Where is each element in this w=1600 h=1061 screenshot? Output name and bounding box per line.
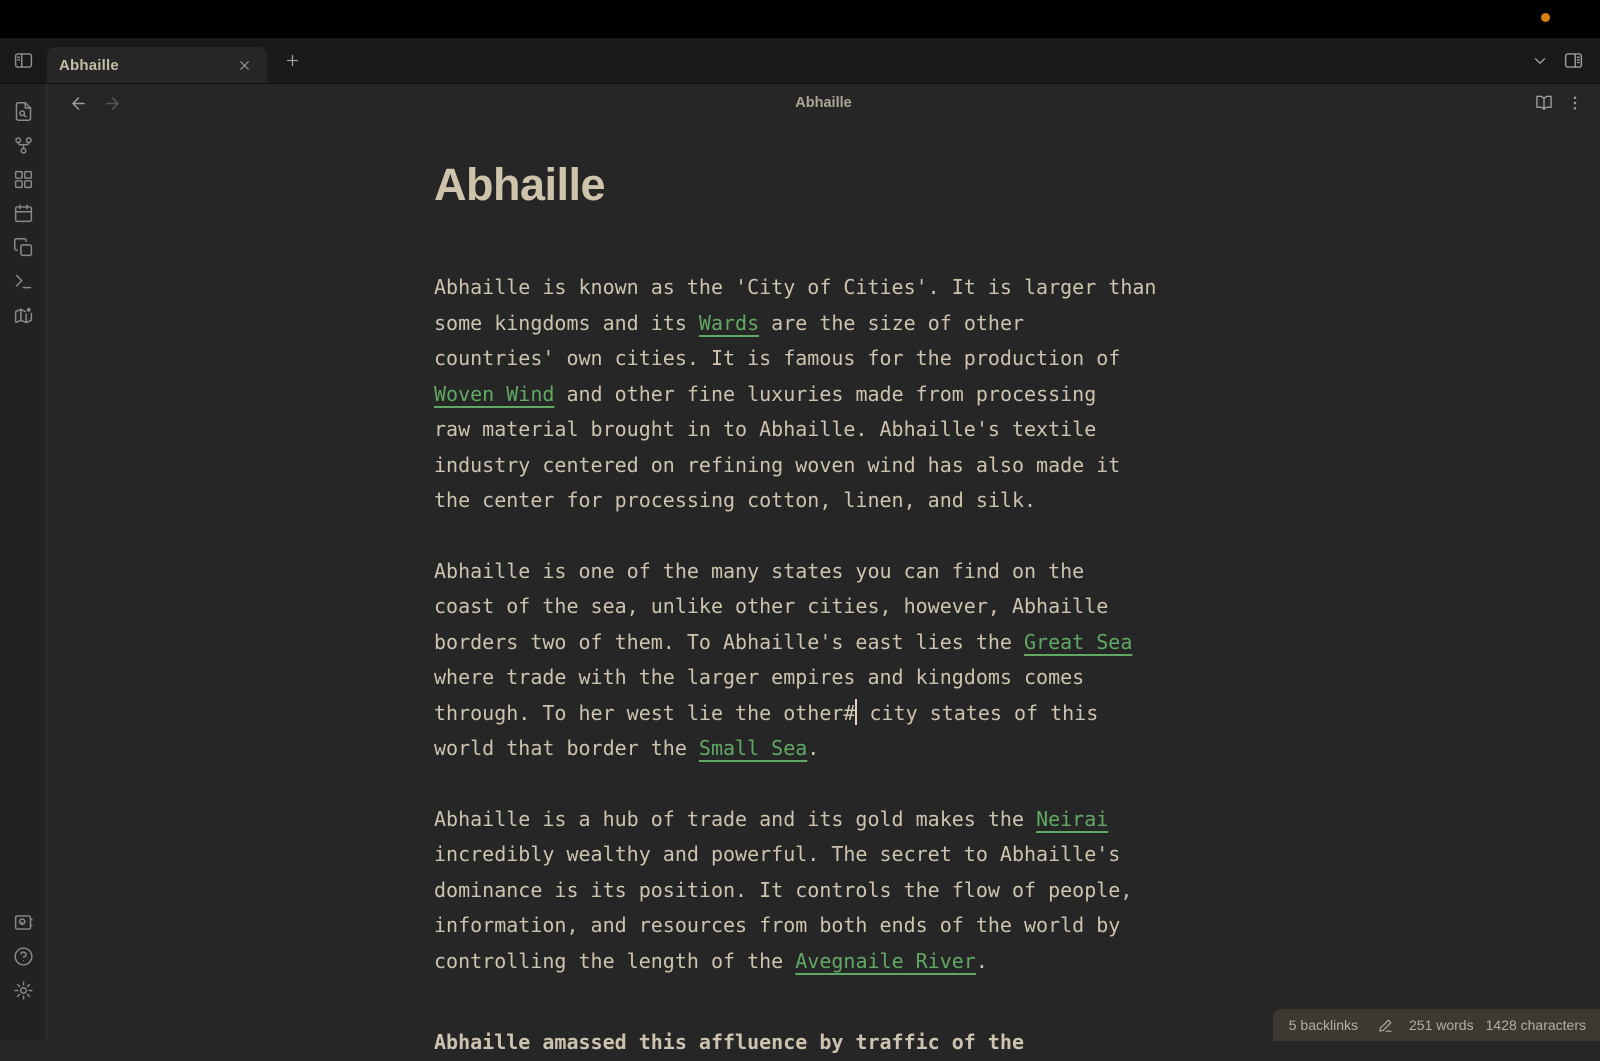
text-segment: through. To her west lie the other# <box>434 700 856 725</box>
text-line[interactable] <box>434 731 1165 767</box>
tab-abhaille[interactable] <box>47 47 267 83</box>
graph-view-icon[interactable] <box>6 128 40 162</box>
text-segment: some kingdoms and its <box>434 310 699 335</box>
reading-view-book-icon[interactable] <box>1534 93 1554 113</box>
help-icon[interactable] <box>6 939 40 973</box>
editor-pane[interactable] <box>47 122 1600 1054</box>
text-segment: Abhaille amassed this affluence by traffic of the <box>434 1030 1025 1054</box>
calendar-icon[interactable] <box>6 196 40 230</box>
text-segment: . <box>975 948 988 973</box>
internal-link[interactable]: Avegnaile River <box>795 948 976 973</box>
note-body[interactable] <box>434 270 1165 1061</box>
text-segment: raw material brought in to Abhaille. Abhaille's textile <box>434 417 1097 441</box>
tab-close-icon[interactable] <box>233 54 255 76</box>
navigate-forward-icon[interactable] <box>99 90 125 116</box>
paragraph[interactable] <box>434 270 1165 519</box>
text-line[interactable] <box>434 483 1165 519</box>
text-line[interactable] <box>434 270 1165 306</box>
tab-list-chevron-down-icon[interactable] <box>1531 52 1549 70</box>
internal-link[interactable]: Small Sea <box>698 736 808 760</box>
status-bar <box>1273 1009 1600 1041</box>
text-line[interactable] <box>434 306 1165 342</box>
internal-link[interactable]: Woven Wind <box>434 381 555 406</box>
text-segment: and other fine luxuries made from processing <box>554 381 1097 406</box>
text-segment: the center for processing cotton, linen, and silk. <box>434 488 1037 512</box>
internal-link[interactable]: Neirai <box>1036 806 1109 831</box>
internal-link[interactable]: Wards <box>698 310 760 335</box>
text-segment: Abhaille is known as the 'City of Cities'. It is larger than <box>434 275 1157 299</box>
text-line[interactable] <box>434 873 1165 909</box>
text-segment: incredibly wealthy and powerful. The secret to Abhaille's <box>434 842 1121 866</box>
text-segment: borders two of them. To Abhaille's east lies the <box>434 629 1025 654</box>
text-segment: city states of this <box>857 700 1099 725</box>
text-segment: dominance is its position. It controls the flow of people, <box>434 877 1133 902</box>
text-line[interactable] <box>434 341 1165 377</box>
paragraph-partial[interactable] <box>434 1025 1165 1061</box>
backlinks-count[interactable]: 5 backlinks <box>1288 1017 1358 1033</box>
tab-bar <box>0 38 1600 84</box>
text-line[interactable] <box>434 554 1165 590</box>
pencil-edit-icon <box>1378 1018 1393 1033</box>
text-line[interactable] <box>434 660 1165 696</box>
note-content <box>434 158 1165 1061</box>
text-segment: industry centered on refining woven wind has also made it <box>434 452 1121 477</box>
text-line[interactable] <box>434 802 1165 838</box>
text-segment: coast of the sea, unlike other cities, however, Abhaille <box>434 594 1109 618</box>
text-line[interactable] <box>434 412 1165 448</box>
text-line[interactable] <box>434 1025 1165 1061</box>
settings-gear-icon[interactable] <box>6 973 40 1007</box>
text-segment: are the size of other <box>759 310 1025 335</box>
right-sidebar-toggle-button[interactable] <box>1563 50 1584 71</box>
text-line[interactable] <box>434 448 1165 484</box>
text-segment: countries' own cities. It is famous for the production of <box>434 346 1121 370</box>
text-line[interactable] <box>434 908 1165 944</box>
text-segment: . <box>807 736 820 760</box>
left-sidebar-toggle-button[interactable] <box>0 38 47 84</box>
paragraph[interactable] <box>434 802 1165 980</box>
tab-title: Abhaille <box>59 56 119 74</box>
internal-link[interactable]: Great Sea <box>1024 629 1133 654</box>
text-line[interactable] <box>434 589 1165 625</box>
text-segment: where trade with the larger empires and kingdoms comes <box>434 665 1085 689</box>
text-segment: Abhaille is one of the many states you can find on the <box>434 558 1085 583</box>
text-line[interactable] <box>434 944 1165 980</box>
recording-indicator-dot <box>1541 13 1550 22</box>
new-tab-button[interactable] <box>279 48 305 74</box>
panel-left-icon <box>13 50 34 71</box>
os-menubar <box>0 0 1600 38</box>
navigate-back-icon[interactable] <box>65 90 91 116</box>
view-header <box>47 84 1600 122</box>
map-icon[interactable] <box>6 298 40 332</box>
note-heading[interactable]: Abhaille <box>434 159 606 210</box>
vault-switcher-icon[interactable] <box>6 905 40 939</box>
text-line[interactable] <box>434 696 1165 732</box>
text-line[interactable] <box>434 837 1165 873</box>
terminal-icon[interactable] <box>6 264 40 298</box>
copy-files-icon[interactable] <box>6 230 40 264</box>
more-options-kebab-icon[interactable] <box>1566 94 1584 112</box>
text-line[interactable] <box>434 625 1165 661</box>
character-count: 1428 characters <box>1485 1017 1586 1033</box>
text-segment: world that border the <box>434 736 699 760</box>
text-segment: information, and resources from both ends of the world by <box>434 913 1121 937</box>
view-title: Abhaille <box>795 95 852 111</box>
canvas-icon[interactable] <box>6 162 40 196</box>
text-segment: controlling the length of the <box>434 948 796 973</box>
left-ribbon <box>0 84 47 1041</box>
word-count: 251 words <box>1409 1017 1474 1033</box>
paragraph[interactable] <box>434 554 1165 767</box>
file-search-icon[interactable] <box>6 94 40 128</box>
text-line[interactable] <box>434 377 1165 413</box>
text-segment: Abhaille is a hub of trade and its gold makes the <box>434 806 1037 831</box>
